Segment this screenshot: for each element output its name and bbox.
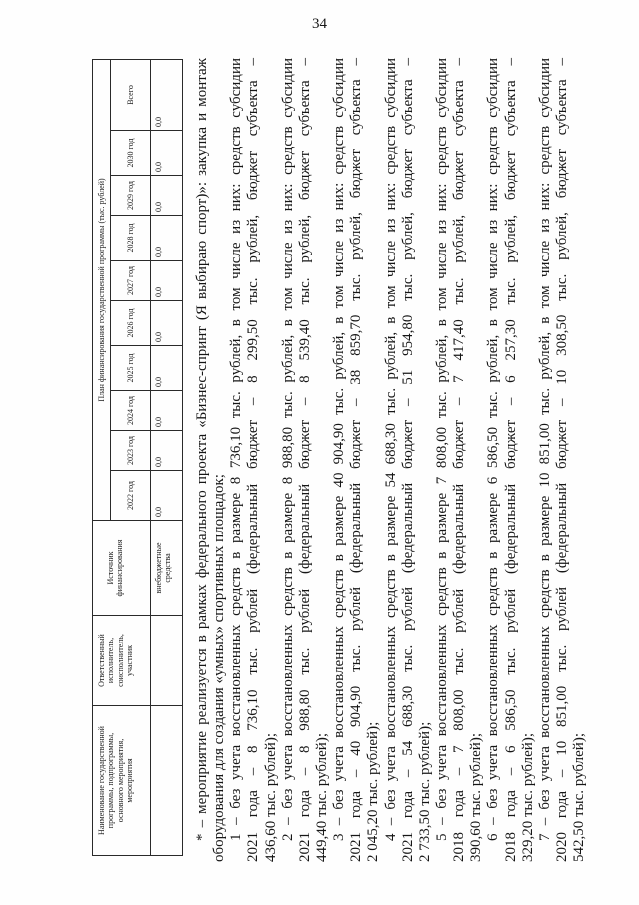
rotated-content	[90, 57, 595, 872]
footnote-3-line-3: 2 045,20 тыс. рублей);	[365, 721, 382, 862]
cell-value-2026: 0,0	[151, 301, 183, 346]
footnote-6-line-1: 6 – без учета восстановленных средств в размере 6 586,50 тыс. рублей, в том числе из них: средств субсидии	[485, 58, 502, 841]
footnote-2-line-2: 2021 года – 8 988,80 тыс. рублей (федеральный бюджет – 8 539,40 тыс. рублей, бюджет субъекта –	[296, 58, 313, 862]
footnote-asterisk-line-2: оборудования для создания «умных» спортивных площадок;	[211, 474, 228, 862]
cell-value-2023: 0,0	[151, 431, 183, 471]
header-funding-source: Источник финансирования	[93, 521, 151, 616]
page-number: 34	[312, 16, 327, 32]
header-year-2025: 2025 год	[111, 346, 151, 391]
cell-value-2028: 0,0	[151, 216, 183, 261]
footnote-6-line-3: 329,20 тыс. рублей);	[519, 733, 536, 862]
header-year-2026: 2026 год	[111, 301, 151, 346]
cell-program-name	[151, 706, 183, 856]
table-row	[151, 59, 183, 855]
cell-value-2029: 0,0	[151, 176, 183, 216]
header-program-name: Наименование государственной программы, подпрограммы, основного мероприятия, мероприятия	[93, 706, 151, 856]
footnote-1-line-3: 436,60 тыс. рублей);	[262, 733, 279, 862]
footnote-5-line-1: 5 – без учета восстановленных средств в размере 7 808,00 тыс. рублей, в том числе из них: средств субсидии	[433, 58, 450, 841]
footnote-7-line-3: 542,50 тыс. рублей);	[571, 733, 588, 862]
financing-plan-table	[92, 59, 183, 856]
header-year-2023: 2023 год	[111, 431, 151, 471]
footnote-6-line-2: 2018 года – 6 586,50 тыс. рублей (федеральный бюджет – 6 257,30 тыс. рублей, бюджет субъекта –	[502, 58, 519, 862]
cell-value-2024: 0,0	[151, 391, 183, 431]
cell-value-2030: 0,0	[151, 131, 183, 176]
footnote-3-line-1: 3 – без учета восстановленных средств в размере 40 904,90 тыс. рублей, в том числе из них: средств субсидии	[331, 58, 348, 841]
footnote-asterisk-line-1: * – мероприятие реализуется в рамках федерального проекта «Бизнес-спринт (Я выбираю спорт)»: закупка и монтаж	[194, 58, 210, 841]
footnote-5-line-3: 390,60 тыс. рублей);	[468, 733, 485, 862]
cell-executor	[151, 616, 183, 706]
header-year-2027: 2027 год	[111, 261, 151, 301]
footnote-4-line-3: 2 733,50 тыс. рублей);	[416, 721, 433, 862]
header-year-2022: 2022 год	[111, 471, 151, 521]
footnote-4-line-1: 4 – без учета восстановленных средств в размере 54 688,30 тыс. рублей, в том числе из них: средств субсидии	[382, 58, 399, 841]
header-year-2030: 2030 год	[111, 131, 151, 176]
cell-value-2022: 0,0	[151, 471, 183, 521]
footnote-5-line-2: 2018 года – 7 808,00 тыс. рублей (федеральный бюджет – 7 417,40 тыс. рублей, бюджет субъекта –	[451, 58, 468, 862]
footnote-7-line-2: 2020 года – 10 851,00 тыс. рублей (федеральный бюджет – 10 308,50 тыс. рублей, бюджет субъекта –	[553, 58, 570, 862]
footnote-1-line-1: 1 – без учета восстановленных средств в размере 8 736,10 тыс. рублей, в том числе из них: средств субсидии	[228, 58, 245, 841]
footnote-2-line-3: 449,40 тыс. рублей);	[313, 733, 330, 862]
header-executor: Ответственный исполнитель, соисполнитель, участник	[93, 616, 151, 706]
cell-value-2025: 0,0	[151, 346, 183, 391]
table-header-row	[93, 59, 111, 855]
cell-value-total: 0,0	[151, 59, 183, 130]
header-year-2029: 2029 год	[111, 176, 151, 216]
cell-funding-source: внебюджетные средства	[151, 521, 183, 616]
footnotes	[194, 58, 588, 862]
footnote-2-line-1: 2 – без учета восстановленных средств в размере 8 988,80 тыс. рублей, в том числе из них: средств субсидии	[279, 58, 296, 841]
cell-value-2027: 0,0	[151, 261, 183, 301]
header-year-2028: 2028 год	[111, 216, 151, 261]
header-total: Всего	[111, 59, 151, 130]
footnote-7-line-1: 7 – без учета восстановленных средств в размере 10 851,00 тыс. рублей, в том числе из них: средств субсидии	[536, 58, 553, 841]
footnote-1-line-2: 2021 года – 8 736,10 тыс. рублей (федеральный бюджет – 8 299,50 тыс. рублей, бюджет субъекта –	[245, 58, 262, 862]
footnote-4-line-2: 2021 года – 54 688,30 тыс. рублей (федеральный бюджет – 51 954,80 тыс. рублей, бюджет субъекта –	[399, 58, 416, 862]
header-year-2024: 2024 год	[111, 391, 151, 431]
footnote-3-line-2: 2021 года – 40 904,90 тыс. рублей (федеральный бюджет – 38 859,70 тыс. рублей, бюджет субъекта –	[348, 58, 365, 862]
header-financing-plan: План финансирования государственной программы (тыс. рублей)	[93, 59, 111, 520]
